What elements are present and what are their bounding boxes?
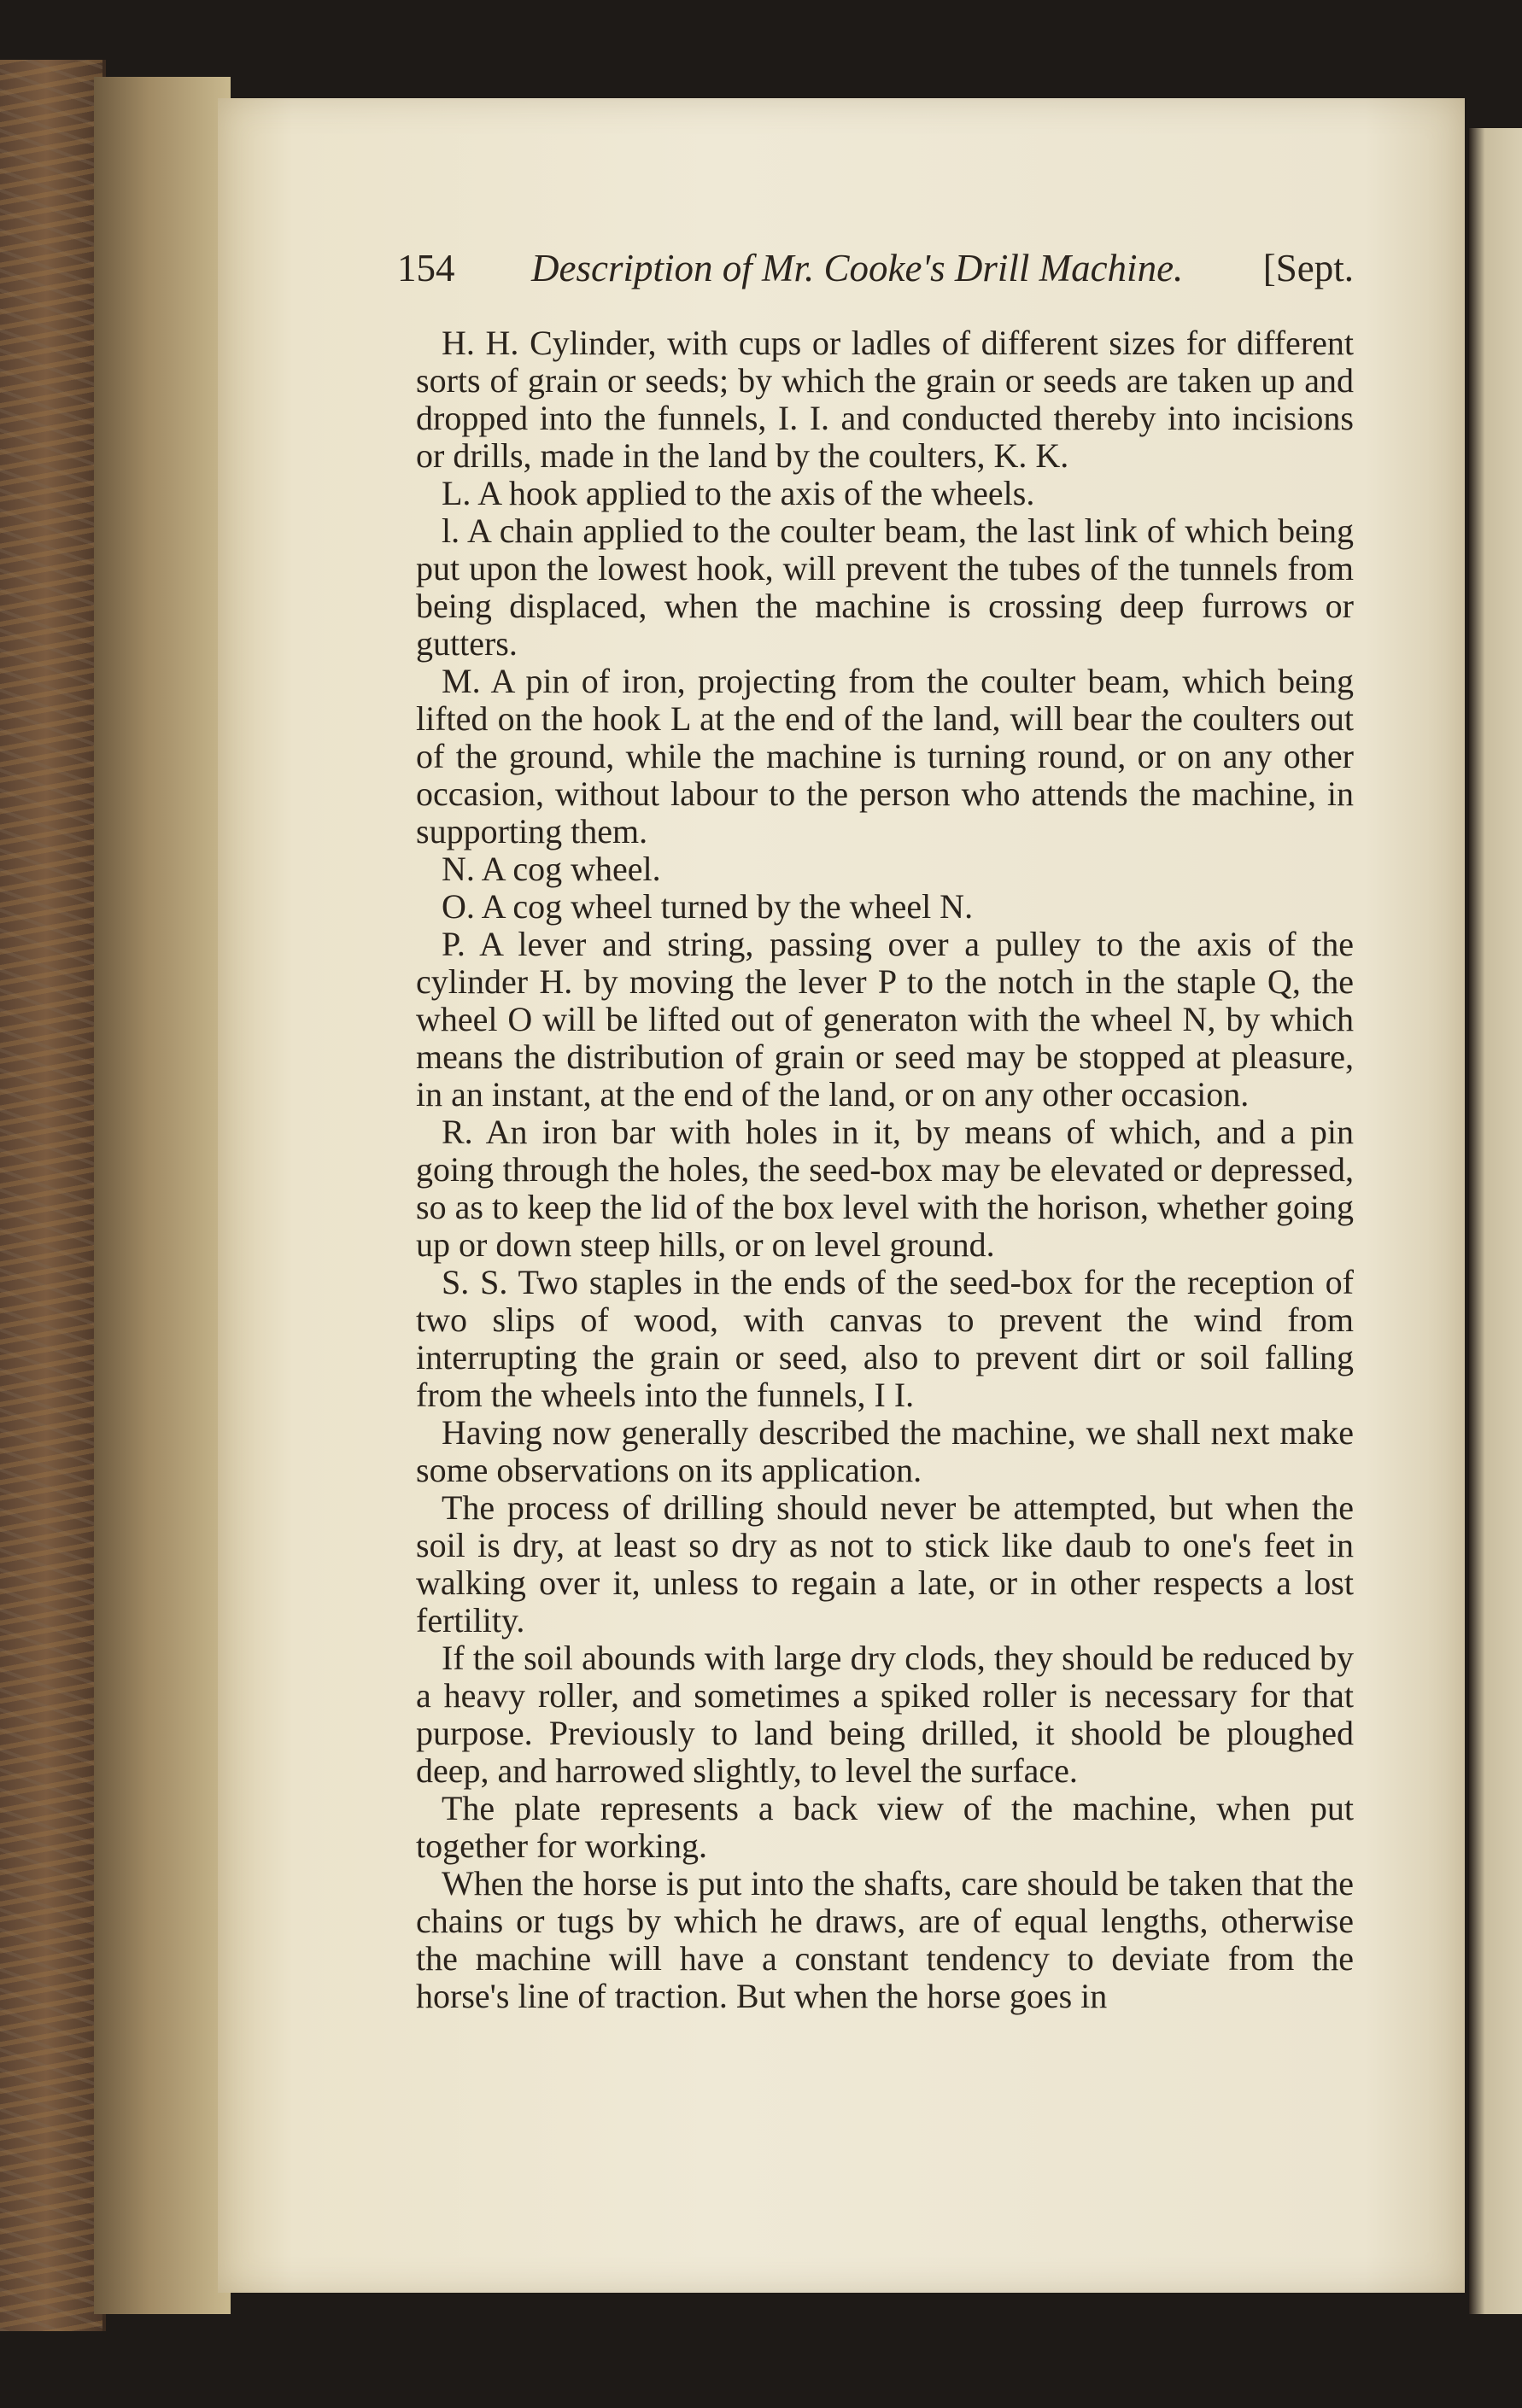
paragraph-soil: If the soil abounds with large dry clods, they should be reduced by a heavy roller, and sometimes a spiked roller is necessary for that purpose. Previously to land being drilled, it shoold be ploughed deep, and harrowed slightly, to level the surface. xyxy=(416,1639,1354,1790)
paragraph-process: The process of drilling should never be attempted, but when the soil is dry, at least so dry as not to stick like daub to one's feet in walking over it, unless to regain a late, or in other respects a lost fertility. xyxy=(416,1488,1354,1639)
book-binding xyxy=(94,77,231,2314)
paragraph-observations: Having now generally described the machine, we shall next make some observations on its application. xyxy=(416,1413,1354,1489)
paragraph-lever: P. A lever and string, passing over a pulley to the axis of the cylinder H. by moving the lever P to the notch in the staple Q, the wheel O will be lifted out of generaton with the wheel N, by which means the distribution of grain or seed may be stopped at pleasure, in an instant, at the end of the land, or on any other occasion. xyxy=(416,925,1354,1113)
book-page-edge xyxy=(0,60,106,2331)
next-page-edge xyxy=(1469,128,1522,2314)
running-head xyxy=(397,246,1354,306)
paragraph-cylinder: H. H. Cylinder, with cups or ladles of different sizes for different sorts of grain or seeds; by which the grain or seeds are taken up and dropped into the funnels, I. I. and conducted thereby into incisions or drills, made in the land by the coulters, K. K. xyxy=(416,324,1354,475)
paragraph-pin: M. A pin of iron, projecting from the coulter beam, which being lifted on the hook L at the end of the land, will bear the coulters out of the ground, while the machine is turning round, or on any other occasion, without labour to the person who attends the machine, in supporting them. xyxy=(416,662,1354,850)
paragraph-staples: S. S. Two staples in the ends of the seed-box for the reception of two slips of wood, with canvas to prevent the wind from interrupting the grain or seed, also to prevent dirt or soil falling from the wheels into the funnels, I I. xyxy=(416,1263,1354,1414)
page-title: Description of Mr. Cooke's Drill Machine. xyxy=(531,247,1184,289)
month-tag: [Sept. xyxy=(1262,247,1354,289)
page-number: 154 xyxy=(397,247,455,289)
paragraph-cog-wheel-n: N. A cog wheel. xyxy=(442,850,661,888)
body-text xyxy=(416,324,1354,2015)
paragraph-hook: L. A hook applied to the axis of the wheels. xyxy=(442,474,1035,512)
paragraph-cog-wheel-o: O. A cog wheel turned by the wheel N. xyxy=(442,887,974,926)
paragraph-plate: The plate represents a back view of the machine, when put together for working. xyxy=(416,1789,1354,1865)
paragraph-horse: When the horse is put into the shafts, care should be taken that the chains or tugs by which he draws, are of equal lengths, otherwise the machine will have a constant tendency to deviate from the horse's line of traction. But when the horse goes in xyxy=(416,1864,1354,2015)
paragraph-chain: l. A chain applied to the coulter beam, the last link of which being put upon the lowest hook, will prevent the tubes of the tunnels from being displaced, when the machine is crossing deep furrows or gutters. xyxy=(416,511,1354,663)
paragraph-iron-bar: R. An iron bar with holes in it, by means of which, and a pin going through the holes, the seed-box may be elevated or depressed, so as to keep the lid of the box level with the horison, whether going up or down steep hills, or on level ground. xyxy=(416,1113,1354,1264)
